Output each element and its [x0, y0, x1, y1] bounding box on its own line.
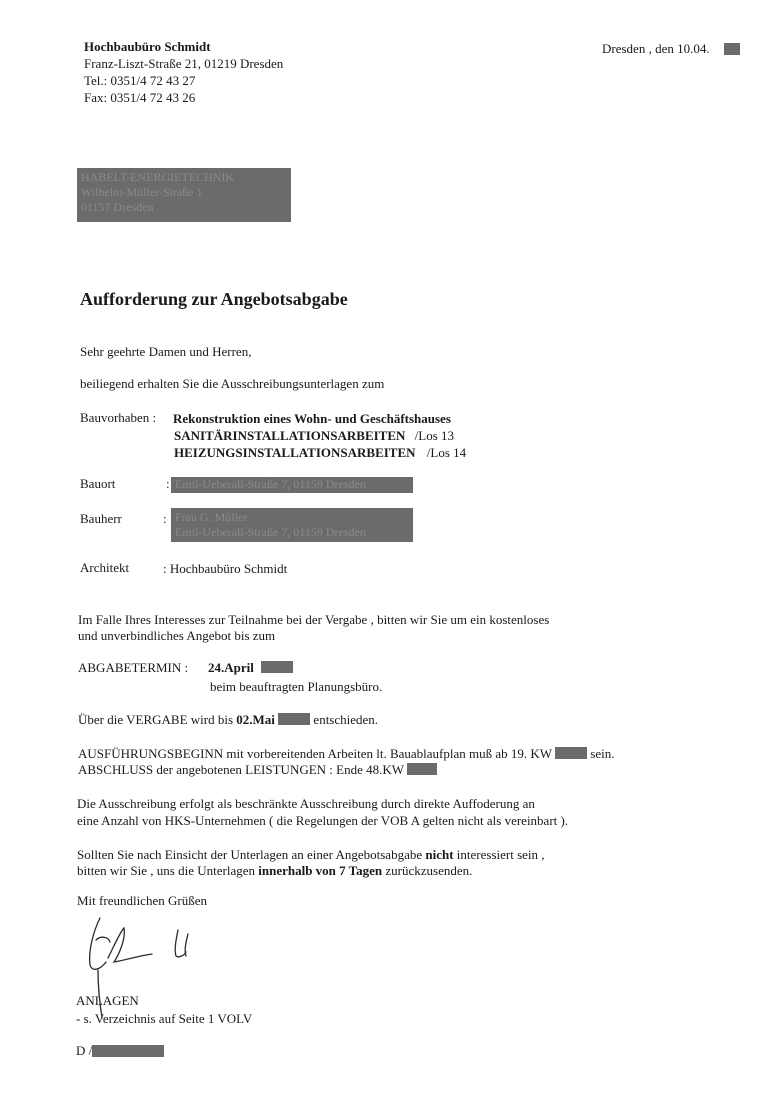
return-note-suffix: interessiert sein ,: [456, 847, 545, 862]
interest-line1: Im Falle Ihres Interesses zur Teilnahme bei der Vergabe , bitten wir Sie um ein kostenloses: [78, 612, 550, 627]
bauort-redaction: [171, 477, 413, 493]
anlagen-item: - s. Verzeichnis auf Seite 1 VOLV: [76, 1011, 253, 1026]
sender-tel: Tel.: 0351/4 72 43 27: [84, 73, 196, 88]
ausfuehrung-suffix: sein.: [590, 746, 615, 761]
lot-13-title: SANITÄRINSTALLATIONSARBEITEN: [174, 428, 406, 443]
ausfuehrung-year-redaction: [555, 747, 587, 759]
sender-block: [84, 38, 283, 106]
return-note-line2: [77, 863, 472, 879]
recipient-line3: 01157 Dresden: [81, 200, 154, 214]
bauort-value: Emil-Ueberall-Straße 7, 01159 Dresden: [175, 477, 366, 491]
closing: Mit freundlichen Grüßen: [77, 893, 207, 908]
vergabe-suffix: entschieden.: [313, 712, 379, 727]
ausschreibung-line2: eine Anzahl von HKS-Unternehmen ( die Regelungen der VOB A gelten nicht als vereinbart ).: [77, 813, 569, 828]
date-text: Dresden , den 10.04.: [602, 41, 710, 56]
bauherr-line1: Frau G. Müller: [175, 510, 248, 524]
ausfuehrung-line1: [78, 746, 615, 762]
vergabe-year-redaction: [278, 713, 310, 725]
recipient-line2: Wilhelm-Müller-Straße 1: [81, 185, 203, 199]
lot-13-number: /Los 13: [414, 428, 455, 443]
bauherr-line2: Emil-Ueberall-Straße 7, 01159 Dresden: [175, 525, 366, 539]
return-deadline: innerhalb von 7 Tagen: [258, 863, 383, 878]
architekt-value: : Hochbaubüro Schmidt: [163, 561, 288, 576]
bauort-colon: :: [166, 476, 170, 491]
bauherr-address: [171, 508, 413, 542]
vergabe-date: 02.Mai: [236, 712, 275, 727]
return-note-line1: [77, 847, 545, 863]
bauherr-colon: :: [163, 511, 167, 526]
salutation: Sehr geehrte Damen und Herren,: [80, 344, 252, 359]
intro-text: beiliegend erhalten Sie die Ausschreibungsunterlagen zum: [80, 376, 385, 391]
abschluss-line: [78, 762, 437, 778]
abgabe-date: 24.April: [208, 660, 254, 675]
letter-date: [602, 41, 710, 57]
abgabe-place: beim beauftragten Planungsbüro.: [210, 679, 383, 694]
abschluss-year-redaction: [407, 763, 437, 775]
abgabe-year-redaction: [261, 661, 293, 673]
recipient-line1: HABELT-ENERGIETECHNIK: [81, 170, 235, 184]
lot-13: [174, 428, 454, 444]
bauvorhaben-project: Rekonstruktion eines Wohn- und Geschäftshauses: [173, 411, 451, 426]
recipient-address: [77, 168, 291, 217]
date-year-redaction: [724, 43, 740, 55]
lot-14-number: /Los 14: [426, 445, 467, 460]
vergabe-line: [78, 712, 378, 728]
vergabe-prefix: Über die VERGABE wird bis: [78, 712, 234, 727]
interest-line2: und unverbindliches Angebot bis zum: [78, 628, 276, 643]
footer-reference-redaction: [92, 1045, 164, 1057]
bauherr-redaction: [171, 508, 413, 542]
return-note-emphasis: nicht: [425, 847, 454, 862]
abschluss-text: ABSCHLUSS der angebotenen LEISTUNGEN : Ende 48.KW: [78, 762, 404, 777]
architekt-label: Architekt: [80, 560, 130, 575]
sender-fax: Fax: 0351/4 72 43 26: [84, 90, 196, 105]
bauherr-label: Bauherr: [80, 511, 122, 526]
return-deadline-prefix: bitten wir Sie , uns die Unterlagen: [77, 863, 255, 878]
letter-title: Aufforderung zur Angebotsabgabe: [80, 289, 348, 309]
ausschreibung-line1: Die Ausschreibung erfolgt als beschränkte Ausschreibung durch direkte Auffoderung an: [77, 796, 535, 811]
footer-reference: D /: [76, 1043, 93, 1058]
bauort-label: Bauort: [80, 476, 116, 491]
lot-14: [174, 445, 466, 461]
lot-14-title: HEIZUNGSINSTALLATIONSARBEITEN: [174, 445, 416, 460]
ausfuehrung-text: AUSFÜHRUNGSBEGINN mit vorbereitenden Arbeiten lt. Bauablaufplan muß ab 19. KW: [78, 746, 552, 761]
anlagen-label: ANLAGEN: [76, 993, 139, 1008]
return-note-prefix: Sollten Sie nach Einsicht der Unterlagen an einer Angebotsabgabe: [77, 847, 423, 862]
sender-name: Hochbaubüro Schmidt: [84, 39, 211, 54]
recipient-redaction: [77, 168, 291, 222]
sender-street: Franz-Liszt-Straße 21, 01219 Dresden: [84, 56, 284, 71]
abgabe-label: ABGABETERMIN :: [78, 660, 189, 675]
bauvorhaben-label: Bauvorhaben :: [80, 410, 157, 425]
return-deadline-suffix: zurückzusenden.: [385, 863, 473, 878]
